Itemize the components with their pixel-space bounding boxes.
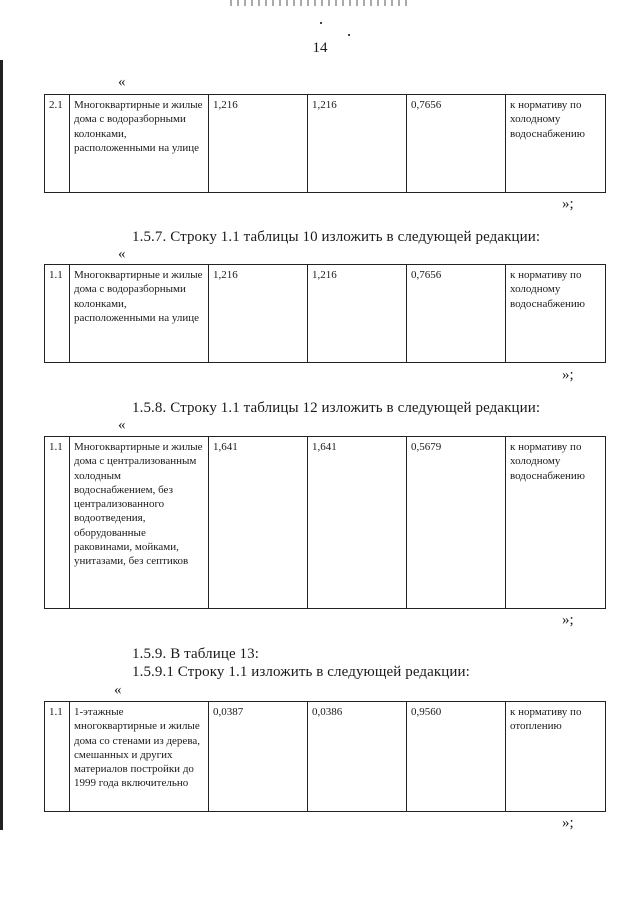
- page-number: 14: [312, 40, 328, 56]
- section-subheading: 1.5.9.1 Строку 1.1 изложить в следующей редакции:: [132, 664, 470, 680]
- closing-quote: »;: [562, 612, 574, 628]
- row-value-2: 1,216: [308, 265, 407, 363]
- row-number: 2.1: [45, 95, 70, 193]
- scan-speck: [348, 34, 350, 36]
- row-description: Многоквартирные и жилые дома с водоразборными колонками, расположенными на улице: [70, 265, 209, 363]
- row-description: Многоквартирные и жилые дома с централизованным холодным водоснабжением, без централизованного водоотведения, оборудованные раковинами, мойками, унитазами, без септиков: [70, 437, 209, 609]
- row-value-1: 1,216: [209, 95, 308, 193]
- section-heading: 1.5.7. Строку 1.1 таблицы 10 изложить в следующей редакции:: [132, 229, 541, 245]
- row-value-2: 0,0386: [308, 702, 407, 812]
- row-note: к нормативу по холодному водоснабжению: [506, 437, 606, 609]
- table-row-block: [44, 94, 606, 193]
- row-number: 1.1: [45, 702, 70, 812]
- scan-left-edge: [0, 60, 3, 830]
- table-row: [45, 437, 606, 609]
- section-heading: 1.5.9. В таблице 13:: [132, 646, 260, 662]
- opening-quote: «: [118, 417, 126, 433]
- table-row-block: [44, 436, 606, 609]
- row-value-2: 1,216: [308, 95, 407, 193]
- section-heading: 1.5.8. Строку 1.1 таблицы 12 изложить в следующей редакции:: [132, 400, 541, 416]
- opening-quote: «: [118, 74, 126, 90]
- row-value-3: 0,7656: [407, 265, 506, 363]
- opening-quote: «: [114, 682, 122, 698]
- closing-quote: »;: [562, 815, 574, 831]
- row-value-2: 1,641: [308, 437, 407, 609]
- row-number: 1.1: [45, 265, 70, 363]
- row-note: к нормативу по холодному водоснабжению: [506, 265, 606, 363]
- row-note: к нормативу по отоплению: [506, 702, 606, 812]
- row-value-3: 0,7656: [407, 95, 506, 193]
- row-value-3: 0,9560: [407, 702, 506, 812]
- table-row: [45, 702, 606, 812]
- scan-specks: [230, 0, 410, 6]
- row-value-1: 1,641: [209, 437, 308, 609]
- table-row: [45, 95, 606, 193]
- row-value-3: 0,5679: [407, 437, 506, 609]
- row-value-1: 0,0387: [209, 702, 308, 812]
- row-number: 1.1: [45, 437, 70, 609]
- table-row-block: [44, 264, 606, 363]
- table-row-block: [44, 701, 606, 812]
- opening-quote: «: [118, 246, 126, 262]
- scan-speck: [320, 22, 322, 24]
- row-value-1: 1,216: [209, 265, 308, 363]
- closing-quote: »;: [562, 367, 574, 383]
- row-description: Многоквартирные и жилые дома с водоразборными колонками, расположенными на улице: [70, 95, 209, 193]
- table-row: [45, 265, 606, 363]
- row-note: к нормативу по холодному водоснабжению: [506, 95, 606, 193]
- row-description: 1-этажные многоквартирные и жилые дома со стенами из дерева, смешанных и других материалов постройки до 1999 года включительно: [70, 702, 209, 812]
- closing-quote: »;: [562, 196, 574, 212]
